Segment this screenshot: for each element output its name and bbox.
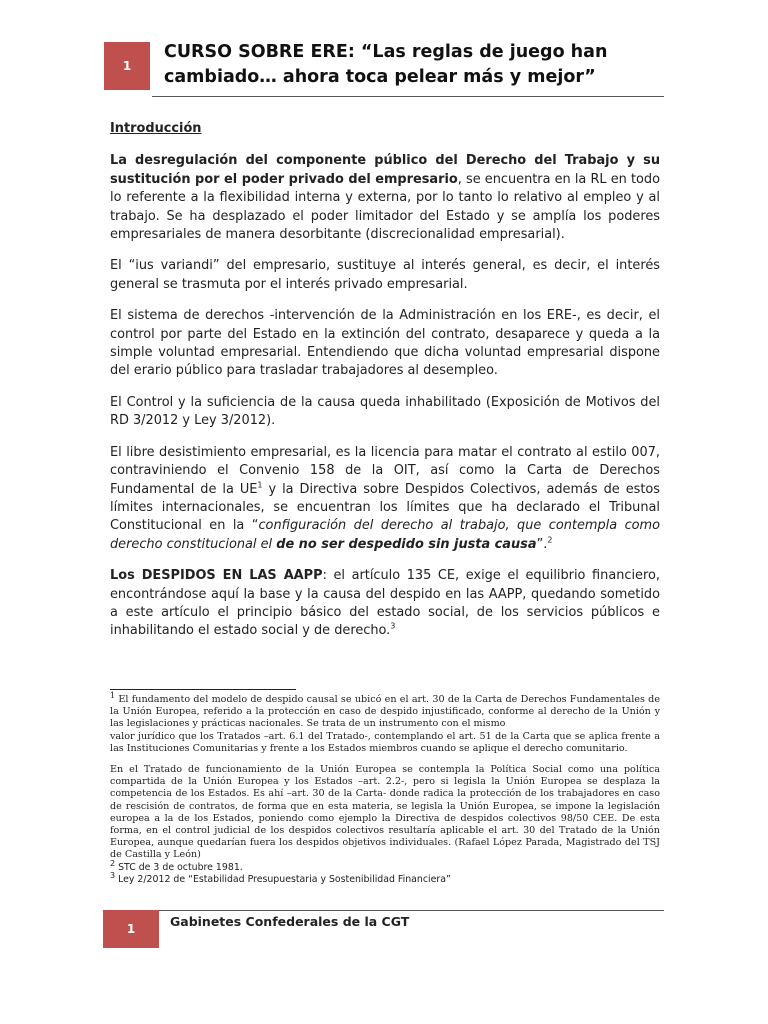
paragraph-6	[110, 567, 660, 641]
footer-text: Gabinetes Confederales de la CGT	[170, 914, 410, 929]
paragraph-2: El “ius variandi” del empresario, sustituye al interés general, es decir, el interés general se trasmuta por el interés privado empresarial.	[110, 258, 660, 292]
paragraph-1-bold: La desregulación del componente público del Derecho del Trabajo y su sustitución por el poder privado del empresario	[110, 153, 660, 187]
footnote-1-number: 1	[110, 690, 116, 700]
header-page-number-badge	[104, 42, 150, 90]
footnote-1-paragraph-2: En el Tratado de funcionamiento de la Unión Europea se contempla la Política Social como una política compartida de la Unión Europea y los Estados –art. 2.2-, pero si legisla la Unión Europea se desplaza la competencia de los Estados. Es ahí –art. 30 de la Carta- donde radica la protección de los trabajadores en caso de rescisión de contratos, de forma que en esta materia, se legisla la Unión Europea, se impone la legislación europea a la de los Estados, poniendo como ejemplo la Directiva de despidos colectivos 98/50 CEE. De esta forma, en el control judicial de los despidos colectivos resultaría aplicable el art. 30 del Tratado de la Unión Europea, aunque quedarían fuera los despidos objetivos individuales. (Rafael López Parada, Magistrado del TSJ de Castilla y León)	[110, 764, 660, 861]
header-divider	[152, 96, 664, 97]
paragraph-6-bold: Los DESPIDOS EN LAS AAPP	[110, 568, 323, 584]
footnote-separator	[110, 689, 296, 690]
paragraph-5-italic: configuración del derecho al trabajo, que contempla como derecho constitucional el	[110, 518, 660, 552]
header-page-number: 1	[122, 59, 132, 73]
paragraph-6-text: : el artículo 135 CE, exige el equilibrio financiero, encontrándose aquí la base y la causa del despido en las AAPP, quedando sometido a este artículo el principio básico del estado social, de los servicios públicos e inhabilitando el estado social y de derecho.	[110, 568, 660, 639]
footnote-1	[110, 690, 660, 731]
footer-page-number-badge	[103, 910, 159, 948]
footnote-3-number: 3	[110, 870, 116, 880]
footnotes	[110, 690, 660, 886]
paragraph-5-bold-italic: de no ser despedido sin justa causa	[276, 536, 537, 552]
footnote-2-number: 2	[110, 858, 116, 868]
paragraph-1-text: , se encuentra en la RL en todo lo referente a la flexibilidad interna y externa, por lo tanto lo relativo al empleo y al trabajo. Se ha desplazado el poder limitador del Estado y se amplía los poderes empresariales de manera desorbitante (discrecionalidad empresarial).	[110, 171, 660, 243]
paragraph-1	[110, 152, 660, 244]
paragraph-5-text-b: y la Directiva sobre Despidos Colectivos, además de estos límites internacionales, se encuentran los límites que ha declarado el Tribunal Constitucional en la “	[110, 481, 660, 534]
footnote-ref-1: 1	[257, 480, 263, 490]
footnote-3-text: Ley 2/2012 de “Estabilidad Presupuestaria y Sostenibilidad Financiera”	[115, 873, 451, 885]
paragraph-5-text-a: El libre desistimiento empresarial, es la licencia para matar el contrato al estilo 007, contraviniendo el Convenio 158 de la OIT, así como la Carta de Derechos Fundamental de la UE	[110, 444, 660, 497]
footnote-2	[110, 858, 660, 874]
document-title: CURSO SOBRE ERE: “Las reglas de juego han cambiado… ahora toca pelear más y mejor”	[164, 42, 608, 87]
footnote-ref-2: 2	[547, 535, 553, 545]
footnote-1-text-a: El fundamento del modelo de despido causal se ubicó en el art. 30 de la Carta de Derechos Fundamentales de la Unión Europea, referido a la protección en caso de despido injustificado, conforme al derecho de la Unión y las legislaciones y prácticas nacionales. Se trata de un instrumento con el mismo	[110, 694, 660, 730]
paragraph-5-text-c: ”.	[536, 536, 548, 552]
footer-page-number: 1	[126, 922, 136, 936]
main-content	[110, 120, 660, 654]
footnote-1-continued: valor jurídico que los Tratados –art. 6.1 del Tratado-, contemplando el art. 51 de la Carta que se aplica frente a las Instituciones Comunitarias y frente a los Estados miembros cuando se aplique el derecho comunitario.	[110, 730, 660, 754]
footnote-2-text: STC de 3 de octubre 1981.	[115, 861, 243, 873]
footer-divider	[152, 910, 664, 911]
footnote-ref-3: 3	[390, 622, 396, 632]
paragraph-3: El sistema de derechos -intervención de la Administración en los ERE-, es decir, el control por parte del Estado en la extinción del contrato, desaparece y queda a la simple voluntad empresarial. Entendiendo que dicha voluntad empresarial dispone del erario público para trasladar trabajadores al desempleo.	[110, 308, 660, 379]
footnote-3	[110, 870, 660, 886]
paragraph-4: El Control y la suficiencia de la causa queda inhabilitado (Exposición de Motivos del RD 3/2012 y Ley 3/2012).	[110, 394, 660, 429]
section-heading: Introducción	[110, 121, 202, 136]
paragraph-5	[110, 444, 660, 554]
